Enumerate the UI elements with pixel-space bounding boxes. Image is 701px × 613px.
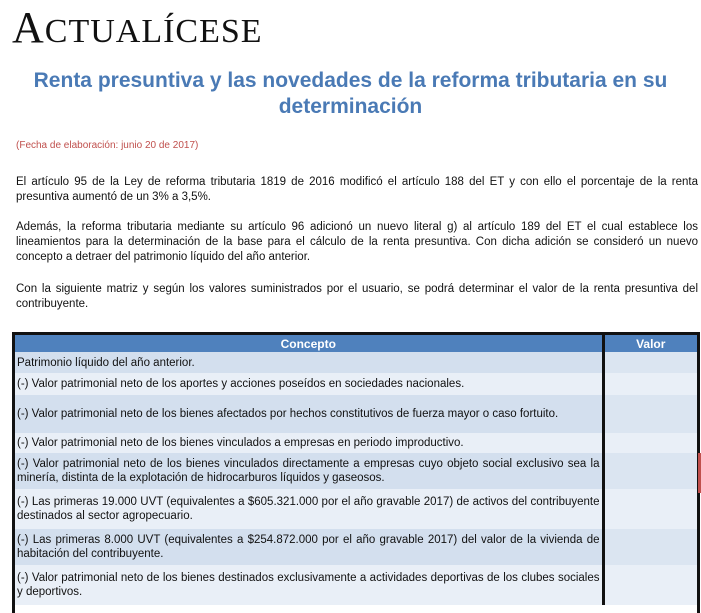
valor-input-cell[interactable] — [603, 529, 697, 565]
concept-cell: (-) Las primeras 8.000 UVT (equivalentes a $254.872.000 por el año gravable 2017) del valor de la vivienda de habitación del contribuyente. — [15, 529, 603, 565]
intro-paragraph-1: El artículo 95 de la Ley de reforma tributaria 1819 de 2016 modificó el artículo 188 del ET y con ello el porcentaje de la renta presuntiva aumentó de un 3% a 3,5%. — [16, 176, 698, 203]
concept-cell: (-) Valor patrimonial neto de los bienes afectados por hechos constitutivos de fuerza mayor o caso fortuito. — [15, 395, 603, 433]
valor-input-cell[interactable] — [603, 489, 697, 529]
valor-input-cell[interactable] — [603, 433, 697, 453]
valor-input-cell[interactable] — [603, 565, 697, 605]
concept-cell: Patrimonio líquido del año anterior. — [15, 352, 603, 373]
concept-cell: (-) Valor patrimonial neto de los bienes destinados exclusivamente a actividades deportivas de los clubes sociales y deportivos. — [15, 565, 603, 605]
intro-paragraph-3: Con la siguiente matriz y según los valores suministrados por el usuario, se podrá determinar el valor de la renta presuntiva del contribuyente. — [16, 283, 698, 310]
elaboration-date: (Fecha de elaboración: junio 20 de 2017) — [16, 140, 199, 151]
valor-input-cell[interactable] — [603, 373, 697, 395]
valor-input-cell[interactable] — [603, 395, 697, 433]
concept-cell: (-) Valor patrimonial neto de los aportes y acciones poseídos en sociedades nacionales. — [15, 373, 603, 395]
valor-input-cell[interactable] — [603, 453, 697, 489]
concept-cell: (-) Valor patrimonial neto de los bienes vinculados a empresas en periodo improductivo. — [15, 433, 603, 453]
renta-presuntiva-matrix — [12, 332, 700, 613]
page-title: Renta presuntiva y las novedades de la reforma tributaria en su determinación — [33, 69, 668, 118]
concept-cell: (-) Valor patrimonial neto de los bienes vinculados directamente a empresas cuyo objeto social exclusivo sea la minería, distinta de la explotación de hidrocarburos líquidos y gaseosos. — [15, 453, 603, 489]
intro-paragraph-2: Además, la reforma tributaria mediante su artículo 96 adicionó un nuevo literal g) al artículo 189 del ET el cual establece los lineamientos para la determinación de la base para el cálculo de la renta presuntiva. Con dicha adición se consideró un nuevo concepto a detraer del patrimonio líquido del año anterior. — [16, 221, 698, 263]
actualicese-logo: ACTUALÍCESE — [12, 3, 263, 52]
header-valor: Valor — [603, 335, 697, 352]
concept-cell: (-) Las primeras 19.000 UVT (equivalentes a $605.321.000 por el año gravable 2017) de activos del contribuyente destinados al sector agropecuario. — [15, 489, 603, 529]
valor-input-cell[interactable] — [603, 352, 697, 373]
header-concepto: Concepto — [15, 335, 603, 352]
